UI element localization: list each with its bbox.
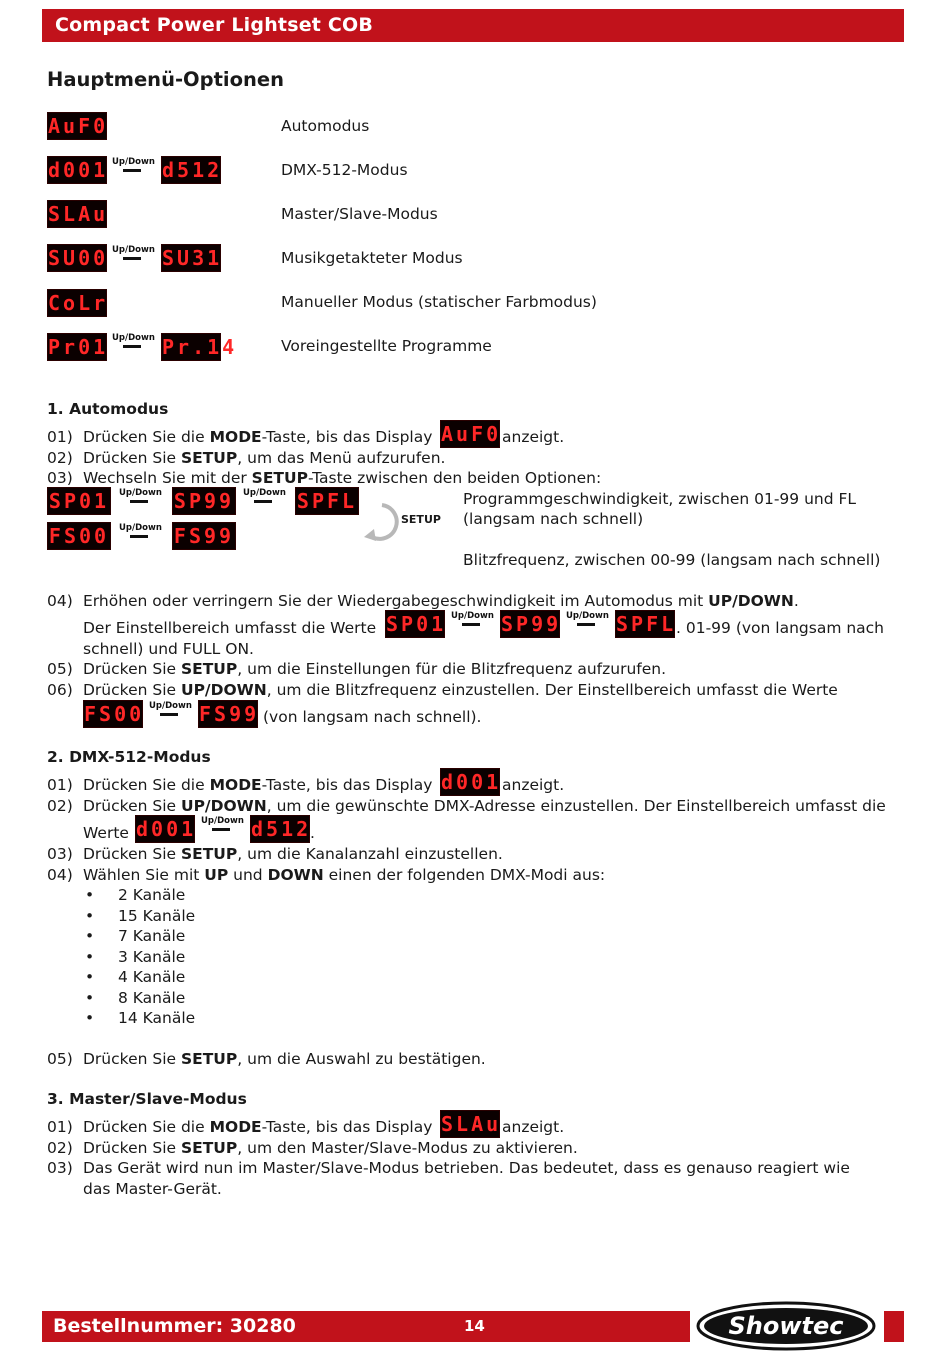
list-item: 15 Kanäle xyxy=(118,907,196,925)
display-slave-inline: SLAu xyxy=(441,1112,502,1136)
display-auto: AuF0 xyxy=(48,114,109,138)
updown-indicator: Up/Down xyxy=(119,488,159,503)
list-bullet: • xyxy=(85,907,95,925)
step-number: 03) xyxy=(47,469,73,487)
list-item: 3 Kanäle xyxy=(118,948,186,966)
auto-step-4-range: Der Einstellbereich umfasst die Werte xyxy=(83,619,377,637)
display-sp01: SP01 xyxy=(48,489,110,513)
auto-step-3: Wechseln Sie mit der SETUP-Taste zwischen den beiden Optionen: xyxy=(83,469,602,487)
auto-step-4: Erhöhen oder verringern Sie der Wiedergabegeschwindigkeit im Automodus mit UP/DOWN. xyxy=(83,592,799,610)
list-bullet: • xyxy=(85,948,95,966)
display-fs00-inline: FS00 xyxy=(84,702,145,726)
menu-label-color: Manueller Modus (statischer Farbmodus) xyxy=(281,293,597,311)
list-bullet: • xyxy=(85,886,95,904)
setup-label: SETUP xyxy=(401,513,441,526)
auto-step-4-tail: . 01-99 (von langsam nach xyxy=(676,619,885,637)
auto-step-6-tail: (von langsam nach schnell). xyxy=(263,708,482,726)
step-number: 05) xyxy=(47,660,73,678)
updown-indicator: Up/Down xyxy=(451,611,491,626)
display-dmx-inline: d001 xyxy=(441,770,502,794)
list-item: 4 Kanäle xyxy=(118,968,186,986)
option-strobe: Blitzfrequenz, zwischen 00-99 (langsam nach schnell) xyxy=(463,551,881,569)
dmx-step-3: Drücken Sie SETUP, um die Kanalanzahl einzustellen. xyxy=(83,845,503,863)
page-title: Hauptmenü-Optionen xyxy=(47,68,284,91)
menu-label-auto: Automodus xyxy=(281,117,370,135)
step-number: 01) xyxy=(47,776,73,794)
ms-step-3: Das Gerät wird nun im Master/Slave-Modus betrieben. Das bedeutet, dass es genauso reagiert wie xyxy=(83,1159,850,1177)
section-heading-dmx: 2. DMX-512-Modus xyxy=(47,748,211,766)
step-number: 04) xyxy=(47,866,73,884)
auto-step-1-end: anzeigt. xyxy=(502,428,565,446)
ms-step-1: Drücken Sie die MODE-Taste, bis das Display xyxy=(83,1118,433,1136)
display-sp01-inline: SP01 xyxy=(386,612,447,636)
display-program-end: Pr.14 xyxy=(162,335,238,359)
ms-step-3-line2: das Master-Gerät. xyxy=(83,1180,222,1198)
step-number: 04) xyxy=(47,592,73,610)
dmx-step-5: Drücken Sie SETUP, um die Auswahl zu bestätigen. xyxy=(83,1050,486,1068)
auto-step-1: Drücken Sie die MODE-Taste, bis das Display xyxy=(83,428,433,446)
display-spfl-inline: SPFL xyxy=(616,612,677,636)
ms-step-1-end: anzeigt. xyxy=(502,1118,565,1136)
display-sound-end: SU31 xyxy=(162,246,223,270)
list-bullet: • xyxy=(85,1009,95,1027)
updown-indicator: Up/Down xyxy=(119,523,159,538)
auto-step-4-line3: schnell) und FULL ON. xyxy=(83,640,254,658)
dmx-step-4: Wählen Sie mit UP und DOWN einen der folgenden DMX-Modi aus: xyxy=(83,866,606,884)
step-number: 01) xyxy=(47,1118,73,1136)
list-item: 2 Kanäle xyxy=(118,886,186,904)
list-bullet: • xyxy=(85,968,95,986)
menu-label-dmx: DMX-512-Modus xyxy=(281,161,408,179)
ms-step-2: Drücken Sie SETUP, um den Master/Slave-Modus zu aktivieren. xyxy=(83,1139,578,1157)
display-color: CoLr xyxy=(48,291,109,315)
auto-step-2: Drücken Sie SETUP, um das Menü aufzurufen. xyxy=(83,449,446,467)
list-item: 8 Kanäle xyxy=(118,989,186,1007)
display-fs99: FS99 xyxy=(173,524,235,548)
dmx-step-2: Drücken Sie UP/DOWN, um die gewünschte DMX-Adresse einzustellen. Der Einstellbereich umfasst die xyxy=(83,797,886,815)
step-number: 03) xyxy=(47,845,73,863)
header-title: Compact Power Lightset COB xyxy=(55,14,374,36)
list-bullet: • xyxy=(85,927,95,945)
dmx-step-2-werte: Werte xyxy=(83,824,129,842)
step-number: 05) xyxy=(47,1050,73,1068)
showtec-logo-icon xyxy=(696,1301,876,1351)
footer-accent xyxy=(884,1311,904,1342)
order-number: Bestellnummer: 30280 xyxy=(53,1315,296,1337)
display-sound-start: SU00 xyxy=(48,246,109,270)
display-auto-inline: AuF0 xyxy=(441,422,502,446)
display-d512-inline: d512 xyxy=(251,817,312,841)
display-dmx-start: d001 xyxy=(48,158,109,182)
display-fs00: FS00 xyxy=(48,524,110,548)
updown-indicator: Up/Down xyxy=(566,611,606,626)
step-number: 03) xyxy=(47,1159,73,1177)
menu-label-program: Voreingestellte Programme xyxy=(281,337,492,355)
display-dmx-end: d512 xyxy=(162,158,223,182)
step-number: 02) xyxy=(47,449,73,467)
list-item: 14 Kanäle xyxy=(118,1009,196,1027)
list-item: 7 Kanäle xyxy=(118,927,186,945)
display-fs99-inline: FS99 xyxy=(199,702,260,726)
step-number: 06) xyxy=(47,681,73,699)
section-heading-auto: 1. Automodus xyxy=(47,400,169,418)
dmx-step-2-end: . xyxy=(310,824,315,842)
updown-indicator: Up/Down xyxy=(112,245,152,260)
option-speed-range: (langsam nach schnell) xyxy=(463,510,644,528)
step-number: 01) xyxy=(47,428,73,446)
page-number: 14 xyxy=(464,1317,485,1335)
display-sp99: SP99 xyxy=(173,489,235,513)
header-bar xyxy=(42,9,904,42)
section-heading-master-slave: 3. Master/Slave-Modus xyxy=(47,1090,247,1108)
svg-text:Showtec: Showtec xyxy=(728,1312,844,1340)
updown-indicator: Up/Down xyxy=(243,488,283,503)
menu-label-sound: Musikgetakteter Modus xyxy=(281,249,463,267)
updown-indicator: Up/Down xyxy=(112,157,152,172)
display-slave: SLAu xyxy=(48,202,109,226)
updown-indicator: Up/Down xyxy=(112,333,152,348)
cycle-arrow-icon xyxy=(360,499,406,545)
step-number: 02) xyxy=(47,797,73,815)
updown-indicator: Up/Down xyxy=(149,701,189,716)
option-speed: Programmgeschwindigkeit, zwischen 01-99 und FL xyxy=(463,490,857,508)
display-d001-inline: d001 xyxy=(136,817,197,841)
dmx-step-1-end: anzeigt. xyxy=(502,776,565,794)
auto-step-6: Drücken Sie UP/DOWN, um die Blitzfrequenz einzustellen. Der Einstellbereich umfasst die Werte xyxy=(83,681,838,699)
menu-label-slave: Master/Slave-Modus xyxy=(281,205,438,223)
auto-step-5: Drücken Sie SETUP, um die Einstellungen für die Blitzfrequenz aufzurufen. xyxy=(83,660,667,678)
updown-indicator: Up/Down xyxy=(201,816,241,831)
dmx-step-1: Drücken Sie die MODE-Taste, bis das Display xyxy=(83,776,433,794)
display-sp99-inline: SP99 xyxy=(501,612,562,636)
footer-bar xyxy=(42,1311,690,1342)
list-bullet: • xyxy=(85,989,95,1007)
display-program-start: Pr01 xyxy=(48,335,109,359)
display-spfl: SPFL xyxy=(296,489,358,513)
step-number: 02) xyxy=(47,1139,73,1157)
